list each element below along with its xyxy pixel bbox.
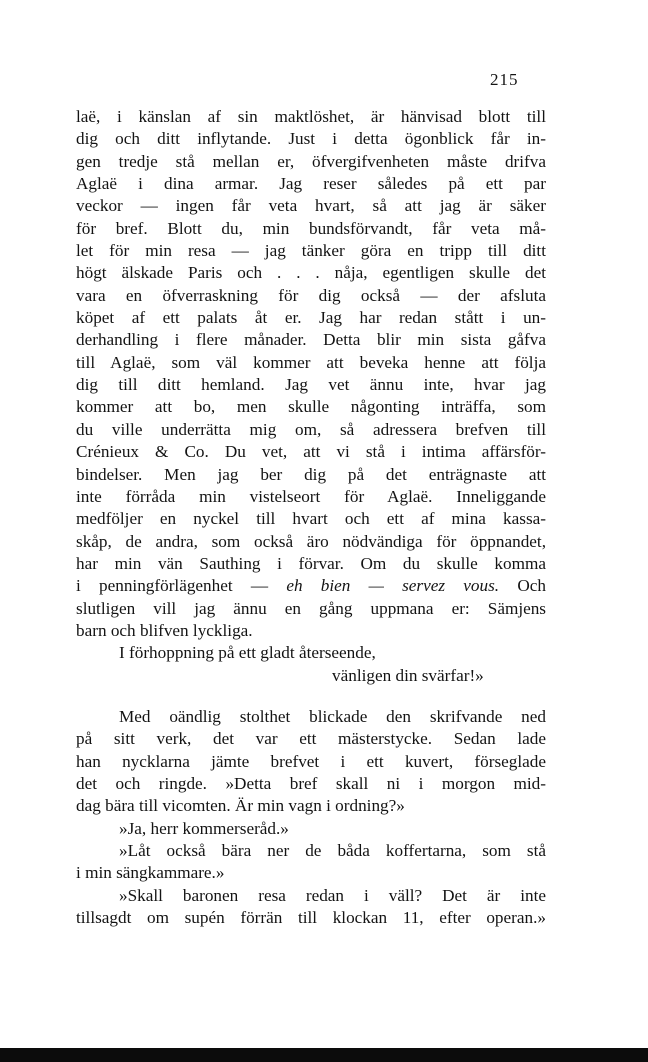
text-line: dig och ditt inflytande. Just i detta ögonblick får in- xyxy=(76,129,546,149)
dialogue-line: »Låt också bära ner de båda koffertarna, som stå xyxy=(119,841,546,861)
text-line: han nycklarna jämte brefvet i ett kuvert, förseglade xyxy=(76,751,546,771)
scan-edge-bar xyxy=(0,1048,648,1062)
text-line: har min vän Sauthing i förvar. Om du skulle komma xyxy=(76,553,546,573)
text-line: slutligen vill jag ännu en gång uppmana er: Sämjens xyxy=(76,598,546,618)
text-line: bindelser. Men jag ber dig på det enträgnaste att xyxy=(76,464,546,484)
text-line: derhandling i flere månader. Detta blir min sista gåfva xyxy=(76,330,546,350)
page-number: 215 xyxy=(490,70,519,89)
dialogue-line: i min sängkammare.» xyxy=(76,863,225,883)
text-line: barn och blifven lyckliga. xyxy=(76,620,253,640)
text-segment: Och xyxy=(499,576,546,596)
text-line: det och ringde. »Detta bref skall ni i morgon mid- xyxy=(76,774,546,794)
text-line: inte förråda min vistelseort för Aglaë. Inneliggande xyxy=(76,486,546,506)
letter-closing: I förhoppning på ett gladt återseende, xyxy=(119,643,376,663)
text-line: kommer att bo, men skulle någonting inträffa, som xyxy=(76,397,546,417)
text-segment: i penningförlägenhet — xyxy=(76,576,287,596)
text-line: vara en öfverraskning för dig också — der afsluta xyxy=(76,285,546,305)
text-line: du ville underrätta mig om, så adressera brefven till xyxy=(76,419,546,439)
text-line: skåp, de andra, som också äro nödvändiga för öppnandet, xyxy=(76,531,546,551)
text-line: Crénieux & Co. Du vet, att vi stå i intima affärsför- xyxy=(76,442,546,462)
text-line: på sitt verk, det var ett mästerstycke. Sedan lade xyxy=(76,729,546,749)
text-line: laë, i känslan af sin maktlöshet, är hänvisad blott till xyxy=(76,107,546,126)
text-line: medföljer en nyckel till hvart och ett af mina kassa- xyxy=(76,509,546,529)
narrative-text xyxy=(76,706,546,929)
text-line: gen tredje stå mellan er, öfvergifvenheten måste drifva xyxy=(76,151,546,171)
letter-signature: vänligen din svärfar!» xyxy=(332,665,484,685)
text-line: Aglaë i dina armar. Jag reser således på ett par xyxy=(76,174,546,194)
text-line: Med oändlig stolthet blickade den skrifvande ned xyxy=(119,707,546,726)
text-line-mixed xyxy=(76,575,546,597)
text-line: veckor — ingen får veta hvart, så att jag är säker xyxy=(76,196,546,216)
italic-phrase: eh bien — servez vous. xyxy=(286,576,500,596)
letter-text xyxy=(76,106,546,687)
dialogue-line: »Ja, herr kommerseråd.» xyxy=(119,818,289,838)
text-line: för bref. Blott du, min bundsförvandt, får veta må- xyxy=(76,218,546,238)
dialogue-line: tillsagdt om supén förrän till klockan 11, efter operan.» xyxy=(76,908,546,928)
text-line: till Aglaë, som väl kommer att beveka henne att följa xyxy=(76,352,546,372)
text-line: köpet af ett palats åt er. Jag har redan stått i un- xyxy=(76,308,546,328)
text-line: dag bära till vicomten. Är min vagn i ordning?» xyxy=(76,796,405,816)
text-line: dig till ditt hemland. Jag vet ännu inte, hvar jag xyxy=(76,375,546,395)
dialogue-line: »Skall baronen resa redan i väll? Det är inte xyxy=(119,885,546,905)
text-line: let för min resa — jag tänker göra en tripp till ditt xyxy=(76,241,546,261)
text-line: högt älskade Paris och . . . nåja, egentligen skulle det xyxy=(76,263,546,283)
